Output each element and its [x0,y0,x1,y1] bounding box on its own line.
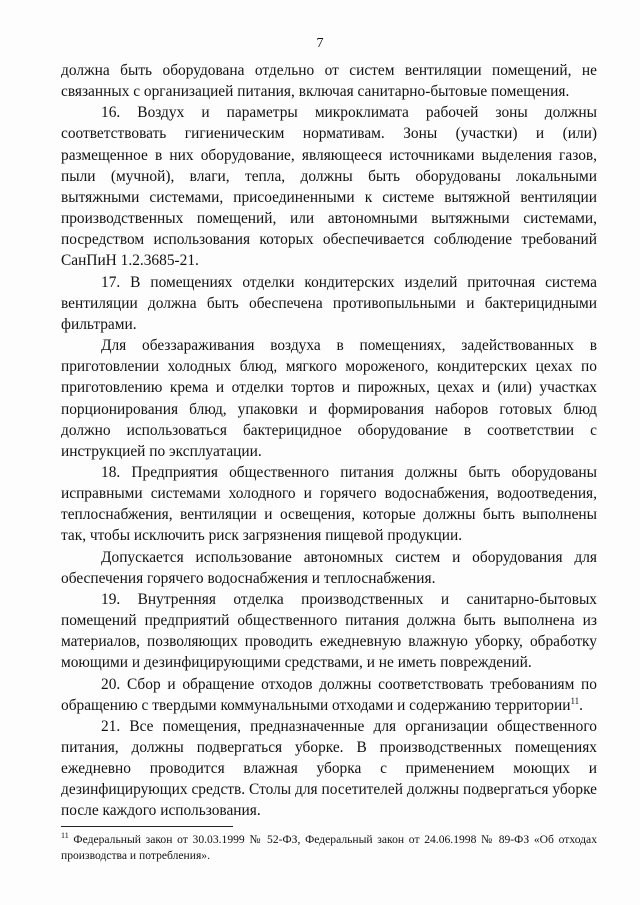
paragraph-item-17: 17. В помещениях отделки кондитерских изделий приточная система вентиляции должна быть обеспечена противопыльными и бактерицидными фильтрами. [61,273,597,333]
paragraph-continuation: должна быть оборудована отдельно от систем вентиляции помещений, не связанных с организацией питания, включая санитарно-бытовые помещения. [61,62,597,101]
page-number: 7 [316,36,324,51]
footnote-mark: 11 [61,831,69,841]
paragraph-disinfection: Для обеззараживания воздуха в помещениях, задействованных в приготовлении холодных блюд, мягкого мороженого, кондитерских цехах по приготовлению крема и отделки тортов и пирожных, цехах и (или) участках порционирования блюд, упаковки и формирования наборов готовых блюд должно использоваться бактерицидное оборудование в соответствии с инструкцией по эксплуатации. [61,337,597,460]
footnote-reference: 11 [570,695,580,706]
paragraph-autonomous-systems: Допускается использование автономных систем и оборудования для обеспечения горячего водоснабжения и теплоснабжения. [61,548,597,587]
paragraph-item-18: 18. Предприятия общественного питания должны быть оборудованы исправными системами холодного и горячего водоснабжения, водоотведения, теплоснабжения, вентиляции и освещения, которые должны быть выполнены так, чтобы исключить риск загрязнения пищевой продукции. [61,463,597,545]
paragraph-item-19: 19. Внутренняя отделка производственных и санитарно-бытовых помещений предприятий общественного питания должна быть выполнена из материалов, позволяющих проводить ежедневную влажную уборку, обработку моющими и дезинфицирующими средствами, и не иметь повреждений. [61,590,597,672]
paragraph-item-21: 21. Все помещения, предназначенные для организации общественного питания, должны подвергаться уборке. В производственных помещениях ежедневно проводится влажная уборка с применением моющих и дезинфицирующих средств. Столы для посетителей должны подвергаться уборке после каждого использования. [61,717,597,820]
paragraph-item-20: 20. Сбор и обращение отходов должны соответствовать требованиям по обращению с твердыми коммунальными отходами и содержанию территории$^{11}$. [61,675,597,714]
document-body [61,60,597,822]
footnote-separator [61,826,233,827]
paragraph-item-16: 16. Воздух и параметры микроклимата рабочей зоны должны соответствовать гигиеническим нормативам. Зоны (участки) и (или) размещенное в них оборудование, являющееся источниками выделения газов, пыли (мучной), влаги, тепла, должны быть оборудованы локальными вытяжными системами, присоединенными к системе вытяжной вентиляции производственных помещений, или автономными вытяжными системами, посредством использования которых обеспечивается соблюдение требований СанПиН 1.2.3685-21. [61,104,597,270]
footnote [61,832,597,863]
footnote-text: Федеральный закон от 30.03.1999 № 52-ФЗ, Федеральный закон от 24.06.1998 № 89-ФЗ «Об отходах производства и потребления». [61,833,597,862]
